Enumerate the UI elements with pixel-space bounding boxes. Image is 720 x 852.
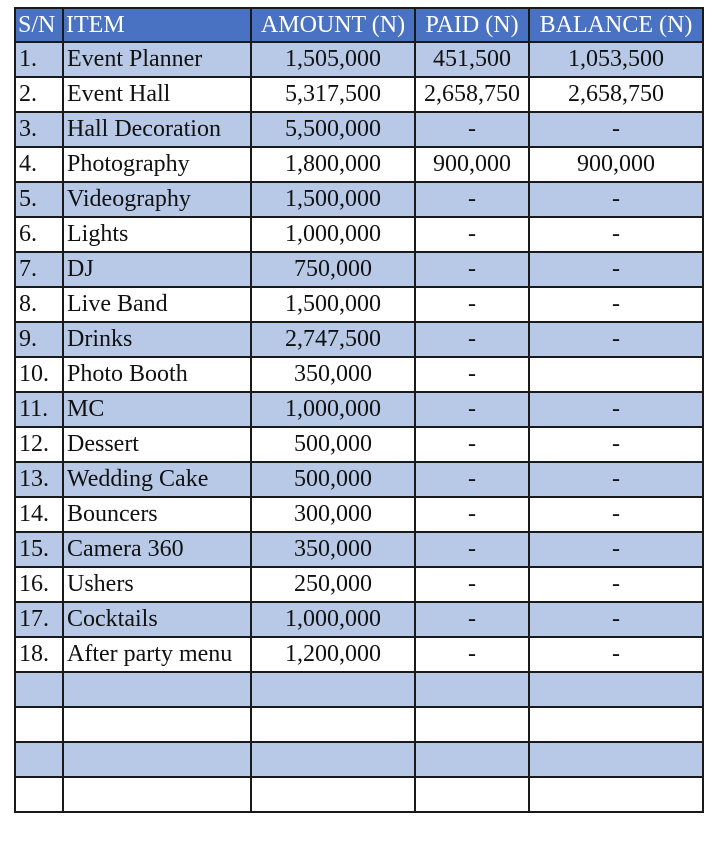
- table-row: [15, 602, 703, 637]
- row-paid: -: [415, 357, 529, 392]
- row-sn: 12.: [15, 427, 63, 462]
- row-balance: -: [529, 637, 703, 672]
- row-balance: -: [529, 322, 703, 357]
- table-row: [15, 427, 703, 462]
- row-item: Drinks: [63, 322, 251, 357]
- row-sn: 15.: [15, 532, 63, 567]
- row-item: Ushers: [63, 567, 251, 602]
- empty-cell: [415, 707, 529, 742]
- empty-cell: [15, 707, 63, 742]
- header-balance: BALANCE (N): [529, 8, 703, 42]
- empty-cell: [63, 777, 251, 812]
- row-sn: 6.: [15, 217, 63, 252]
- row-amount: 500,000: [251, 462, 415, 497]
- row-paid: -: [415, 532, 529, 567]
- table-row: [15, 252, 703, 287]
- row-item: DJ: [63, 252, 251, 287]
- row-amount: 5,500,000: [251, 112, 415, 147]
- row-sn: 13.: [15, 462, 63, 497]
- budget-table: [14, 7, 704, 813]
- empty-cell: [251, 672, 415, 707]
- row-sn: 7.: [15, 252, 63, 287]
- empty-row: [15, 672, 703, 707]
- row-balance: -: [529, 287, 703, 322]
- row-sn: 4.: [15, 147, 63, 182]
- row-amount: 5,317,500: [251, 77, 415, 112]
- row-amount: 500,000: [251, 427, 415, 462]
- row-paid: -: [415, 462, 529, 497]
- row-item: Event Planner: [63, 42, 251, 77]
- row-amount: 750,000: [251, 252, 415, 287]
- table-row: [15, 392, 703, 427]
- empty-cell: [529, 742, 703, 777]
- row-amount: 350,000: [251, 532, 415, 567]
- table-row: [15, 287, 703, 322]
- row-sn: 9.: [15, 322, 63, 357]
- row-paid: -: [415, 217, 529, 252]
- row-paid: -: [415, 392, 529, 427]
- table-row: [15, 217, 703, 252]
- row-sn: 10.: [15, 357, 63, 392]
- row-balance: -: [529, 497, 703, 532]
- row-amount: 300,000: [251, 497, 415, 532]
- row-sn: 2.: [15, 77, 63, 112]
- row-paid: 900,000: [415, 147, 529, 182]
- table-row: [15, 322, 703, 357]
- row-balance: -: [529, 602, 703, 637]
- row-sn: 11.: [15, 392, 63, 427]
- empty-cell: [63, 672, 251, 707]
- row-sn: 14.: [15, 497, 63, 532]
- row-item: MC: [63, 392, 251, 427]
- row-sn: 3.: [15, 112, 63, 147]
- empty-cell: [251, 742, 415, 777]
- row-sn: 17.: [15, 602, 63, 637]
- empty-row: [15, 742, 703, 777]
- row-item: Photo Booth: [63, 357, 251, 392]
- row-balance: -: [529, 112, 703, 147]
- row-amount: 1,500,000: [251, 182, 415, 217]
- row-amount: 1,800,000: [251, 147, 415, 182]
- empty-cell: [529, 777, 703, 812]
- row-amount: 2,747,500: [251, 322, 415, 357]
- row-item: After party menu: [63, 637, 251, 672]
- row-paid: -: [415, 602, 529, 637]
- row-item: Camera 360: [63, 532, 251, 567]
- row-balance: -: [529, 462, 703, 497]
- row-balance: [529, 357, 703, 392]
- row-item: Wedding Cake: [63, 462, 251, 497]
- table-row: [15, 42, 703, 77]
- row-amount: 350,000: [251, 357, 415, 392]
- row-paid: 2,658,750: [415, 77, 529, 112]
- row-balance: -: [529, 252, 703, 287]
- row-amount: 1,000,000: [251, 392, 415, 427]
- header-item: ITEM: [63, 8, 251, 42]
- table-row: [15, 182, 703, 217]
- table-row: [15, 77, 703, 112]
- row-paid: 451,500: [415, 42, 529, 77]
- row-item: Photography: [63, 147, 251, 182]
- table-row: [15, 112, 703, 147]
- row-amount: 1,505,000: [251, 42, 415, 77]
- empty-row: [15, 707, 703, 742]
- empty-cell: [63, 707, 251, 742]
- empty-cell: [529, 672, 703, 707]
- row-item: Lights: [63, 217, 251, 252]
- row-balance: -: [529, 532, 703, 567]
- row-paid: -: [415, 567, 529, 602]
- empty-cell: [15, 672, 63, 707]
- empty-cell: [251, 707, 415, 742]
- header-sn: S/N: [15, 8, 63, 42]
- row-amount: 250,000: [251, 567, 415, 602]
- row-balance: -: [529, 427, 703, 462]
- row-balance: 1,053,500: [529, 42, 703, 77]
- row-item: Hall Decoration: [63, 112, 251, 147]
- row-amount: 1,200,000: [251, 637, 415, 672]
- empty-row: [15, 777, 703, 812]
- row-paid: -: [415, 252, 529, 287]
- table-row: [15, 637, 703, 672]
- row-amount: 1,500,000: [251, 287, 415, 322]
- row-sn: 18.: [15, 637, 63, 672]
- empty-cell: [15, 777, 63, 812]
- empty-cell: [415, 777, 529, 812]
- row-item: Bouncers: [63, 497, 251, 532]
- empty-cell: [15, 742, 63, 777]
- row-item: Event Hall: [63, 77, 251, 112]
- row-balance: -: [529, 182, 703, 217]
- header-paid: PAID (N): [415, 8, 529, 42]
- row-item: Dessert: [63, 427, 251, 462]
- empty-cell: [415, 742, 529, 777]
- row-paid: -: [415, 322, 529, 357]
- table-row: [15, 357, 703, 392]
- row-sn: 5.: [15, 182, 63, 217]
- table-row: [15, 147, 703, 182]
- empty-cell: [251, 777, 415, 812]
- row-item: Live Band: [63, 287, 251, 322]
- row-sn: 8.: [15, 287, 63, 322]
- row-paid: -: [415, 637, 529, 672]
- row-balance: -: [529, 217, 703, 252]
- row-paid: -: [415, 427, 529, 462]
- row-balance: 900,000: [529, 147, 703, 182]
- row-balance: -: [529, 567, 703, 602]
- table-row: [15, 462, 703, 497]
- empty-cell: [63, 742, 251, 777]
- table-row: [15, 567, 703, 602]
- table-row: [15, 497, 703, 532]
- row-amount: 1,000,000: [251, 217, 415, 252]
- row-paid: -: [415, 112, 529, 147]
- row-amount: 1,000,000: [251, 602, 415, 637]
- row-item: Videography: [63, 182, 251, 217]
- row-item: Cocktails: [63, 602, 251, 637]
- empty-cell: [415, 672, 529, 707]
- table-row: [15, 532, 703, 567]
- row-paid: -: [415, 287, 529, 322]
- row-paid: -: [415, 497, 529, 532]
- table-body: [15, 42, 703, 812]
- header-row: [15, 8, 703, 42]
- empty-cell: [529, 707, 703, 742]
- header-amount: AMOUNT (N): [251, 8, 415, 42]
- row-sn: 1.: [15, 42, 63, 77]
- row-sn: 16.: [15, 567, 63, 602]
- row-balance: -: [529, 392, 703, 427]
- row-balance: 2,658,750: [529, 77, 703, 112]
- row-paid: -: [415, 182, 529, 217]
